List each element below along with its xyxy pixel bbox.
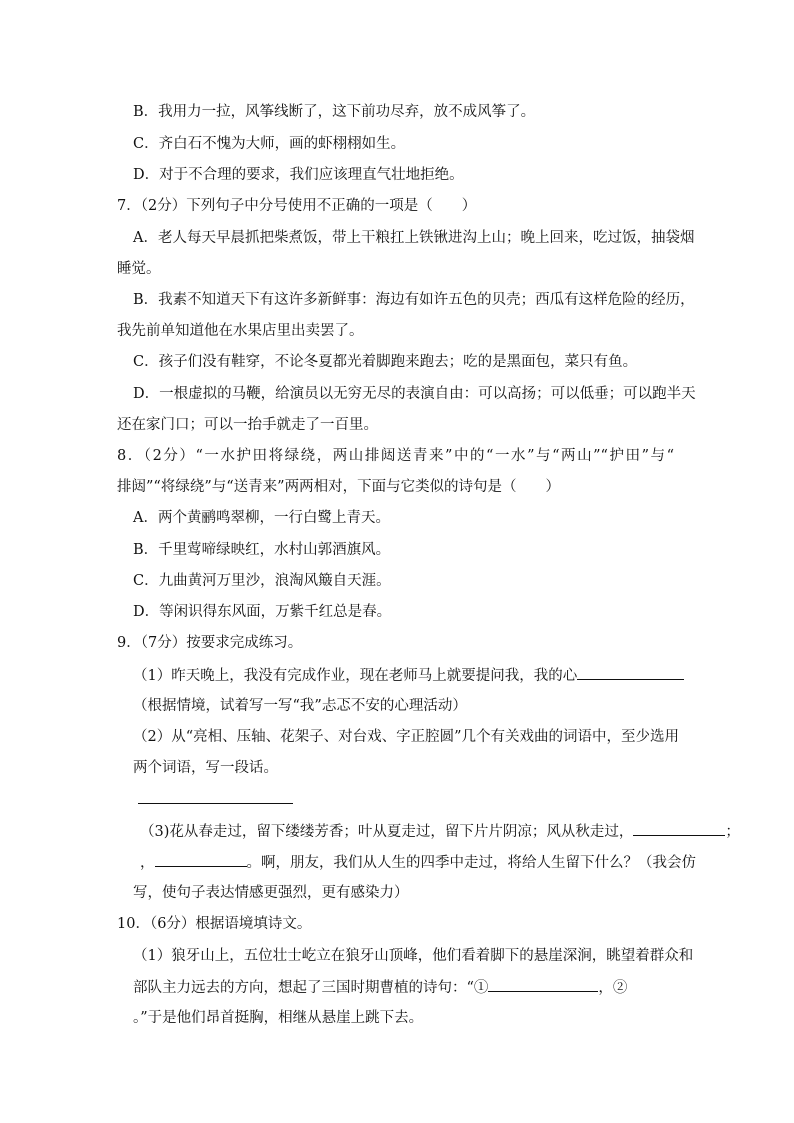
q7-option-a-cont: 睡觉。 xyxy=(117,261,161,277)
q9-part2: （2）从“亮相、压轴、花架子、对台戏、字正腔圆”几个有关戏曲的词语中，至少选用 xyxy=(133,729,680,745)
q9-part3-semicolon: ； xyxy=(725,824,740,840)
q10-part1-cont xyxy=(133,977,627,998)
q9-part3-blank-1[interactable] xyxy=(633,821,725,836)
q9-part1 xyxy=(133,665,684,686)
q7-option-b: B．我素不知道天下有这许多新鲜事：海边有如许五色的贝壳；西瓜有这样危险的经历， xyxy=(133,292,695,308)
q9-part3 xyxy=(140,821,740,842)
q8-stem: 8．（2分）“一水护田将绿绕，两山排闼送青来”中的“一水”与“两山”“护田”与“ xyxy=(117,448,674,464)
q9-part1-answer-blank[interactable] xyxy=(577,665,684,680)
q8-stem-cont: 排闼”“将绿绕”与“送青来”两两相对，下面与它类似的诗句是（ ） xyxy=(117,479,561,495)
q6-option-b: B．我用力一拉，风筝线断了，这下前功尽弃，放不成风筝了。 xyxy=(133,104,536,120)
q6-option-d: D．对于不合理的要求，我们应该理直气壮地拒绝。 xyxy=(133,167,464,183)
q8-option-d: D．等闲识得东风面，万紫千红总是春。 xyxy=(133,604,392,620)
q7-option-c: C．孩子们没有鞋穿，不论冬夏都光着脚跑来跑去；吃的是黑面包，菜只有鱼。 xyxy=(133,354,638,370)
q7-stem: 7．（2分）下列句子中分号使用不正确的一项是（ ） xyxy=(117,198,477,214)
q9-part2-answer-line[interactable] xyxy=(138,803,293,804)
q7-option-d-cont: 还在家门口；可以一抬手就走了一百里。 xyxy=(117,417,378,433)
q9-part1-hint: （根据情境，试着写一写“我”忐忑不安的心理活动） xyxy=(133,698,467,714)
q9-part3-text: （3)花从春走过，留下缕缕芳香；叶从夏走过，留下片片阴凉；风从秋走过， xyxy=(140,824,634,840)
q10-stem: 10．（6分）根据语境填诗文。 xyxy=(117,916,312,932)
q10-part1-cont-2: 。”于是他们昂首挺胸，相继从悬崖上跳下去。 xyxy=(133,1010,424,1026)
q8-option-b: B．千里莺啼绿映红，水村山郭酒旗风。 xyxy=(133,542,391,558)
q10-part1-text: 部队主力远去的方向，想起了三国时期曹植的诗句：“① xyxy=(133,980,489,996)
q9-part1-text: （1）昨天晚上，我没有完成作业，现在老师马上就要提问我，我的心 xyxy=(133,668,578,684)
q9-part3-blank-2[interactable] xyxy=(155,852,247,867)
q9-stem: 9．（7分）按要求完成练习。 xyxy=(117,635,303,651)
q10-part1: （1）狼牙山上，五位壮士屹立在狼牙山顶峰，他们看着脚下的悬崖深涧，眺望着群众和 xyxy=(133,948,694,964)
q6-option-c: C．齐白石不愧为大师，画的虾栩栩如生。 xyxy=(133,136,406,152)
q9-part3-cont-2: 写，使句子表达情感更强烈，更有感染力） xyxy=(133,885,409,901)
q9-part3-comma: ， xyxy=(140,855,155,871)
q7-option-a: A．老人每天早晨抓把柴煮饭，带上干粮扛上铁锹进沟上山；晚上回来，吃过饭，抽袋烟 xyxy=(133,230,695,246)
q10-part1-blank-1[interactable] xyxy=(488,977,598,992)
q8-option-a: A．两个黄鹂鸣翠柳，一行白鹭上青天。 xyxy=(133,510,390,526)
q7-option-b-cont: 我先前单知道他在水果店里出卖罢了。 xyxy=(117,323,364,339)
q9-part2-cont: 两个词语，写一段话。 xyxy=(133,760,278,776)
q8-option-c: C．九曲黄河万里沙，浪淘风簸自天涯。 xyxy=(133,573,391,589)
q7-option-d: D．一根虚拟的马鞭，给演员以无穷无尽的表演自由：可以高扬；可以低垂；可以跑半天 xyxy=(133,386,696,402)
q9-part3-cont xyxy=(140,852,696,873)
q10-part1-text-mid: ，② xyxy=(598,980,628,996)
q9-part3-text-2: 。啊，朋友，我们从人生的四季中走过，将给人生留下什么？（我会仿 xyxy=(246,855,696,871)
